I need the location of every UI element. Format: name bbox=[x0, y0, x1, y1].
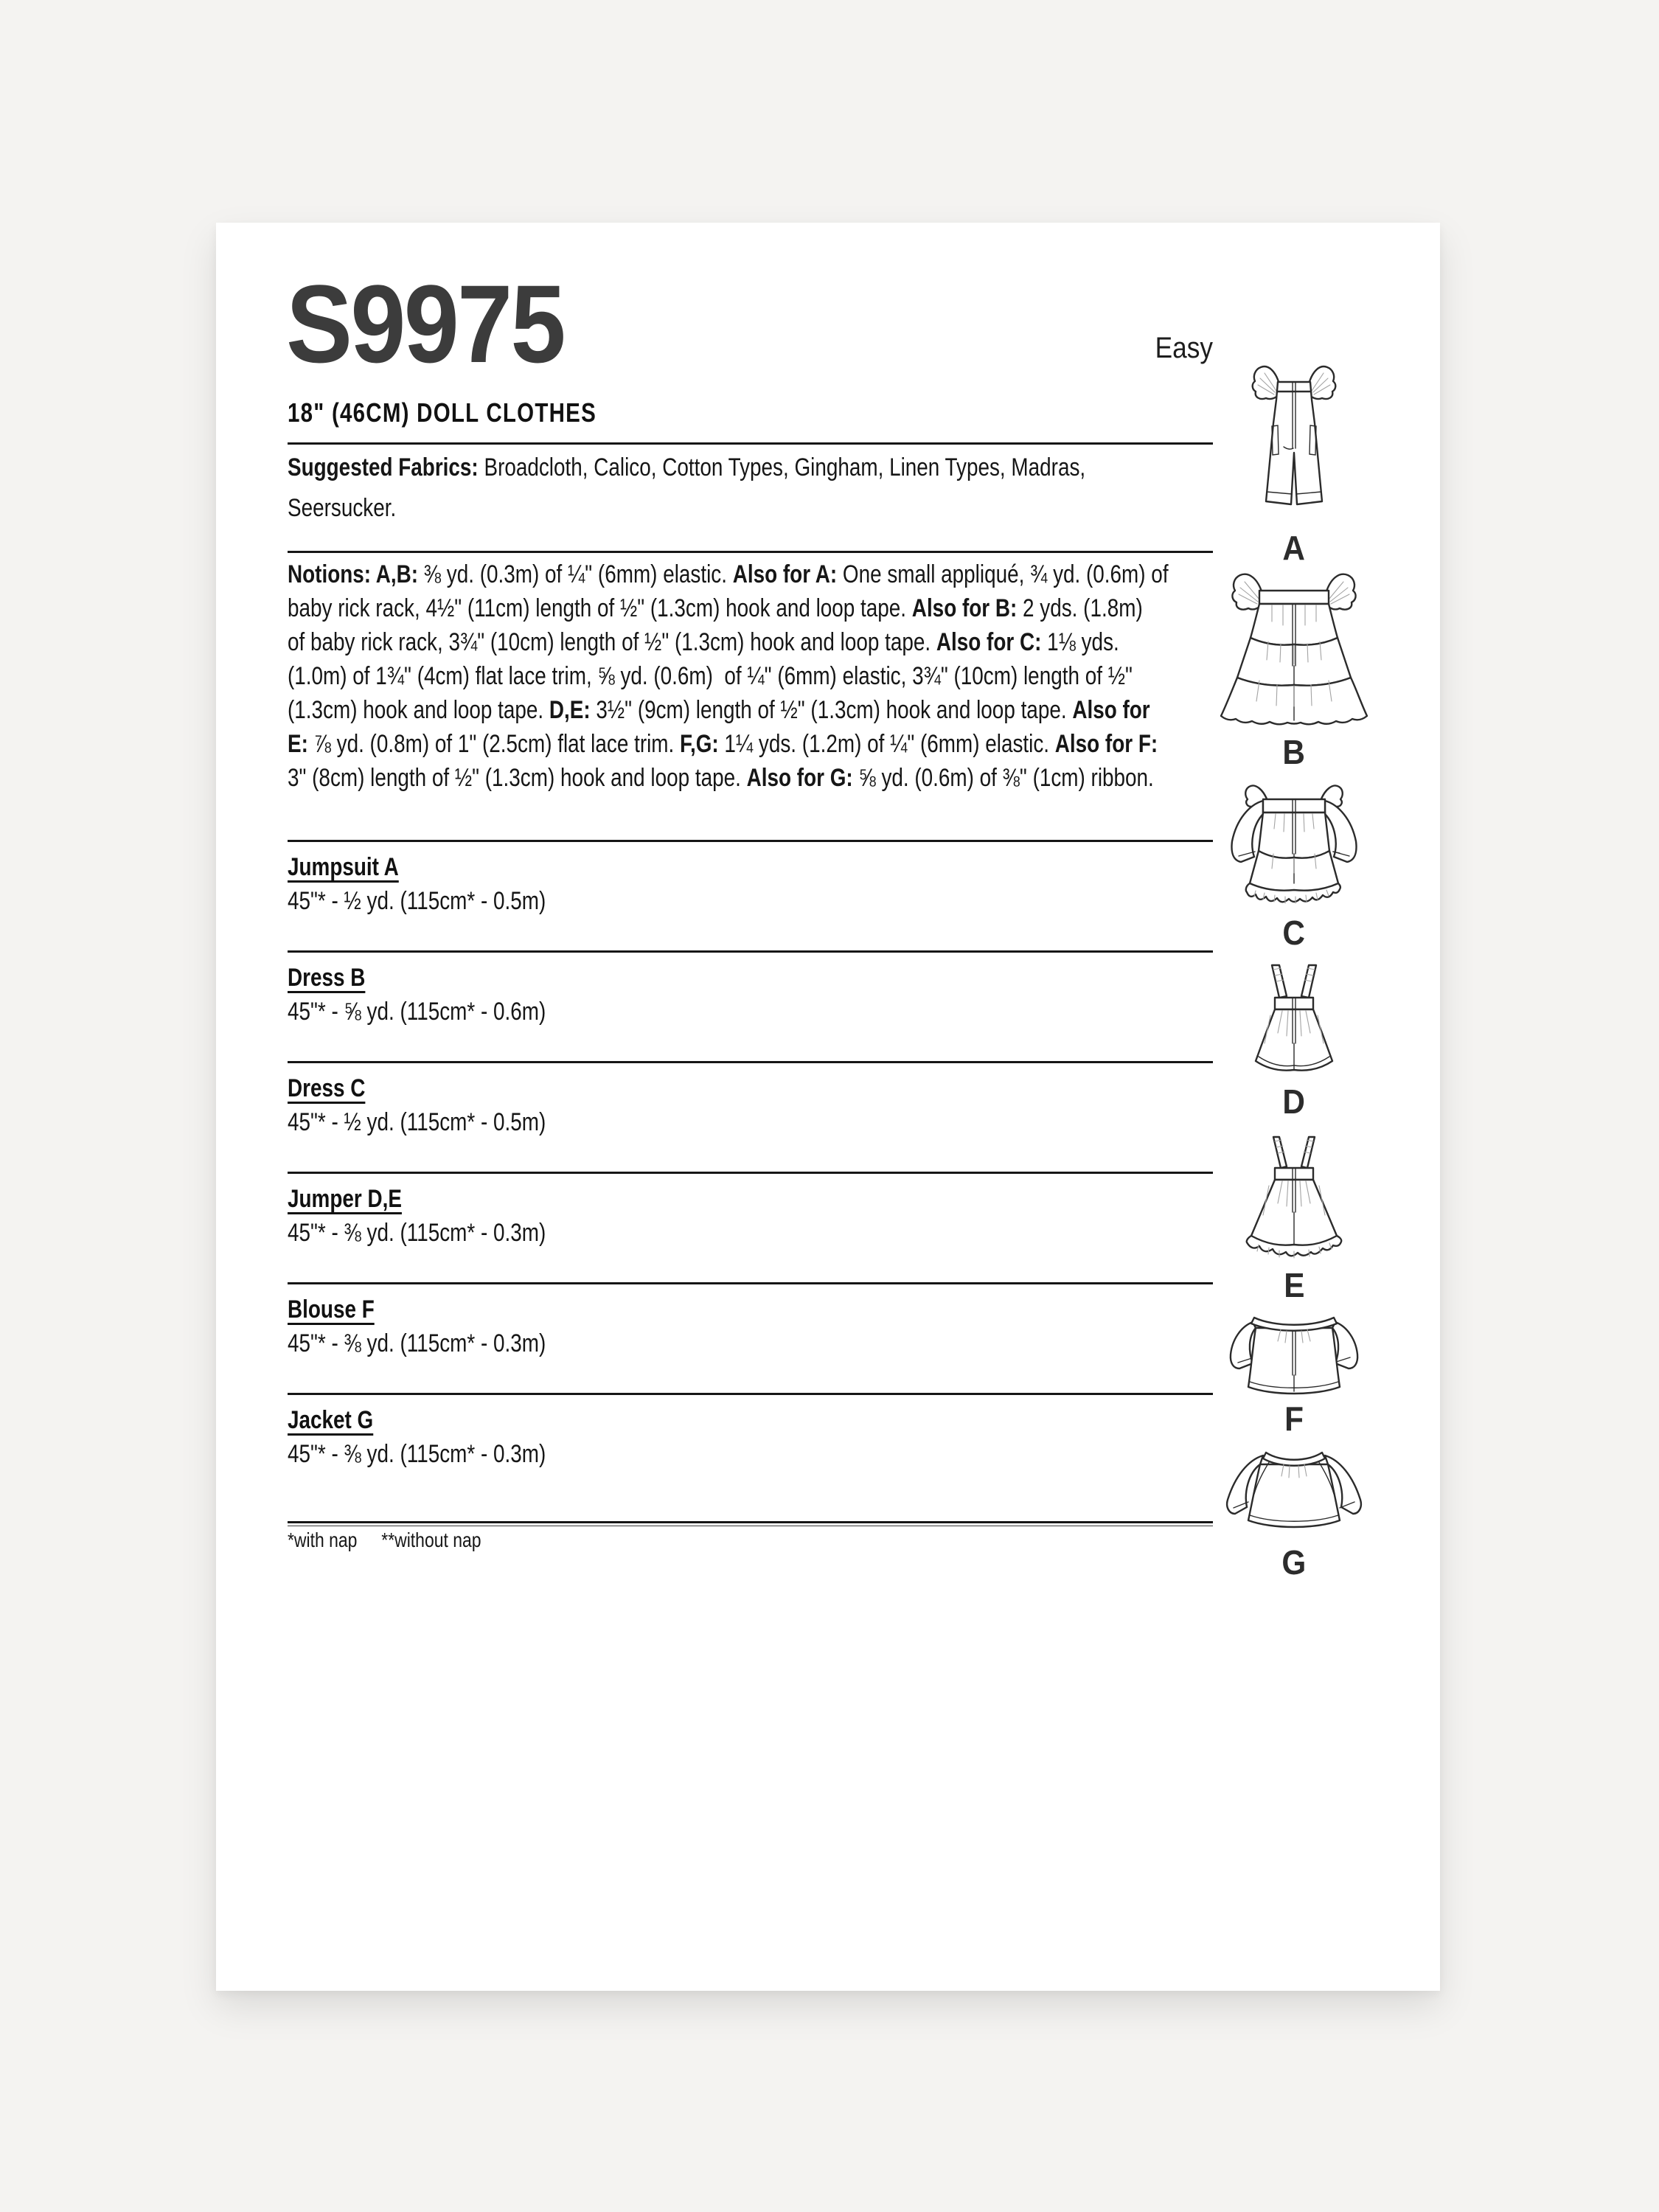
difficulty-label: Easy bbox=[1155, 332, 1213, 364]
notions-line: E: ⅞ yd. (0.8m) of 1" (2.5cm) flat lace trim. F,G: 1¼ yds. (1.2m) of ¼" (6mm) elastic. Also for F: bbox=[288, 730, 1158, 758]
view-label-g: G bbox=[1281, 1543, 1307, 1582]
section-yardage-jumpsuit-a: 45"* - ½ yd. (115cm* - 0.5m) bbox=[288, 887, 546, 915]
notions-line: of baby rick rack, 3¾" (10cm) length of ½" (1.3cm) hook and loop tape. Also for C: 1⅛ yds. bbox=[288, 628, 1119, 656]
blouse-f-illustration bbox=[1223, 1309, 1365, 1399]
section-heading-dress-b: Dress B bbox=[288, 964, 366, 992]
notions-line: baby rick rack, 4½" (11cm) length of ½" (1.3cm) hook and loop tape. Also for B: 2 yds. (1.8m) bbox=[288, 594, 1143, 622]
fabrics-line: Seersucker. bbox=[288, 494, 397, 522]
divider-footnote bbox=[288, 1521, 1213, 1526]
notions-line: (1.0m) of 1¾" (4cm) flat lace trim, ⅝ yd. (0.6m) of ¼" (6mm) elastic, 3¾" (10cm) length of ½" bbox=[288, 662, 1133, 690]
view-label-b: B bbox=[1282, 733, 1306, 771]
without-nap-note: **without nap bbox=[381, 1528, 481, 1551]
notions-line: (1.3cm) hook and loop tape. D,E: 3½" (9cm) length of ½" (1.3cm) hook and loop tape. Also for bbox=[288, 696, 1150, 724]
section-heading-blouse-f: Blouse F bbox=[288, 1295, 375, 1324]
section-yardage-blouse-f: 45"* - ⅜ yd. (115cm* - 0.3m) bbox=[288, 1329, 546, 1357]
view-label-c: C bbox=[1282, 914, 1306, 952]
divider-jumpsuit-a bbox=[288, 840, 1213, 842]
with-nap-note: *with nap bbox=[288, 1528, 358, 1551]
view-label-f: F bbox=[1284, 1399, 1304, 1438]
section-heading-jacket-g: Jacket G bbox=[288, 1406, 374, 1434]
notions-line: Notions: A,B: ⅜ yd. (0.3m) of ¼" (6mm) elastic. Also for A: One small appliqué, ¾ yd. (0.6m) of bbox=[288, 560, 1169, 588]
view-label-e: E bbox=[1283, 1266, 1305, 1304]
nap-footnote bbox=[288, 1528, 524, 1552]
jumpsuit-a-illustration bbox=[1248, 361, 1340, 521]
view-label-a: A bbox=[1282, 529, 1306, 567]
divider-under-title bbox=[288, 442, 1213, 445]
divider-above-notions bbox=[288, 551, 1213, 553]
view-label-d: D bbox=[1282, 1082, 1306, 1121]
fabrics-line: Suggested Fabrics: Broadcloth, Calico, Cotton Types, Gingham, Linen Types, Madras, bbox=[288, 453, 1086, 481]
divider-dress-c bbox=[288, 1061, 1213, 1063]
divider-jacket-g bbox=[288, 1393, 1213, 1395]
jacket-g-illustration bbox=[1219, 1447, 1369, 1532]
pattern-envelope-back-page bbox=[216, 223, 1440, 1991]
section-yardage-dress-c: 45"* - ½ yd. (115cm* - 0.5m) bbox=[288, 1108, 546, 1136]
section-yardage-dress-b: 45"* - ⅝ yd. (115cm* - 0.6m) bbox=[288, 998, 546, 1026]
jumper-e-illustration bbox=[1232, 1135, 1356, 1262]
section-yardage-jumper-de: 45"* - ⅜ yd. (115cm* - 0.3m) bbox=[288, 1219, 546, 1247]
jumper-d-illustration bbox=[1238, 962, 1350, 1080]
pattern-number-text: S9975 bbox=[286, 262, 564, 386]
section-yardage-jacket-g: 45"* - ⅜ yd. (115cm* - 0.3m) bbox=[288, 1440, 546, 1468]
section-heading-jumper-de: Jumper D,E bbox=[288, 1185, 402, 1213]
notions-line: 3" (8cm) length of ½" (1.3cm) hook and loop tape. Also for G: ⅝ yd. (0.6m) of ⅜" (1cm) ribbon. bbox=[288, 764, 1154, 792]
dress-c-illustration bbox=[1220, 780, 1368, 913]
section-heading-jumpsuit-a: Jumpsuit A bbox=[288, 853, 399, 881]
pattern-number-title bbox=[286, 262, 595, 386]
section-heading-dress-c: Dress C bbox=[288, 1074, 366, 1102]
product-title: 18" (46CM) DOLL CLOTHES bbox=[288, 397, 597, 428]
divider-dress-b bbox=[288, 950, 1213, 953]
divider-blouse-f bbox=[288, 1282, 1213, 1284]
divider-jumper-de bbox=[288, 1172, 1213, 1174]
dress-b-illustration bbox=[1209, 570, 1379, 726]
